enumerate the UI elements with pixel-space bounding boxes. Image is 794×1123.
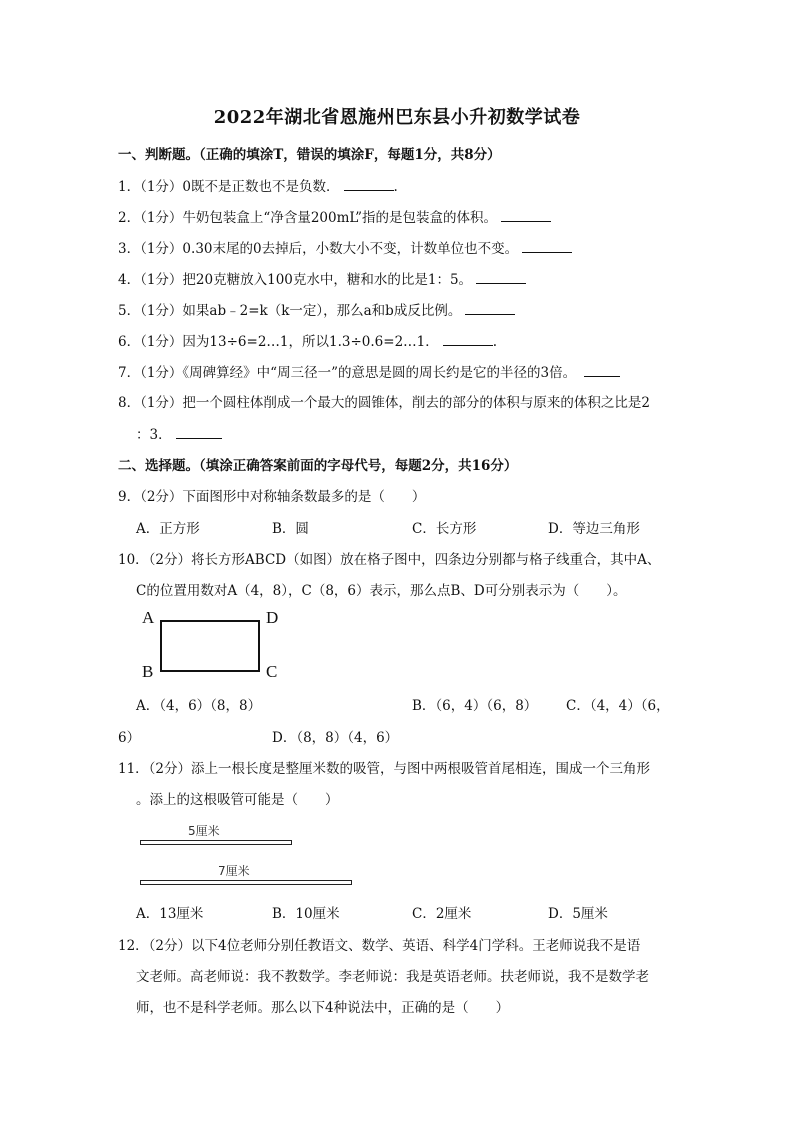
question-8-continued	[136, 424, 222, 445]
question-number: 7．	[118, 365, 141, 381]
straws-figure	[136, 820, 356, 892]
q10-option-c[interactable]: C．（4，4）（6，	[566, 698, 670, 714]
question-number: 2．	[118, 210, 141, 226]
straw-7cm	[140, 880, 352, 885]
question-2	[118, 207, 551, 228]
corner-label-c: C	[266, 662, 278, 681]
question-4	[118, 269, 526, 290]
answer-blank[interactable]	[584, 362, 620, 377]
q10-option-b[interactable]: B．（6，4）（6，8）	[412, 698, 538, 714]
q10-option-a[interactable]: A．（4，6）（8，8）	[136, 698, 262, 714]
question-7	[118, 362, 620, 383]
question-9: 9．（2分）下面图形中对称轴条数最多的是（ ）	[118, 489, 426, 505]
question-10-line2: C的位置用数对A（4，8），C（8，6）表示，那么点B、D可分别表示为（ ）。	[136, 583, 627, 599]
answer-blank[interactable]	[522, 238, 572, 253]
question-10-line1: 10．（2分）将长方形ABCD（如图）放在格子图中，四条边分别都与格子线重合，其中A、	[118, 552, 661, 568]
question-5	[118, 300, 515, 321]
question-text: ：3．	[136, 427, 172, 443]
q9-option-b[interactable]: B．圆	[272, 521, 309, 537]
answer-blank[interactable]	[465, 300, 515, 315]
answer-blank[interactable]	[443, 331, 493, 346]
q11-option-b[interactable]: B．10厘米	[272, 906, 340, 922]
corner-label-a: A	[142, 608, 155, 627]
q9-option-d[interactable]: D．等边三角形	[548, 521, 640, 537]
straw-label-7cm: 7厘米	[218, 864, 250, 878]
question-number: 3．	[118, 241, 141, 257]
question-number: 5．	[118, 303, 141, 319]
q11-option-a[interactable]: A．13厘米	[136, 906, 204, 922]
q10-option-c-continued: 6）	[118, 730, 141, 746]
q11-option-c[interactable]: C．2厘米	[412, 906, 472, 922]
question-text: （1分）如果ab﹣2=k（k一定），那么a和b成反比例。	[140, 303, 462, 319]
straw-label-5cm: 5厘米	[188, 824, 220, 838]
rectangle-shape	[160, 620, 260, 672]
question-text: （1分）0既不是正数也不是负数．	[140, 179, 340, 195]
corner-label-d: D	[266, 608, 279, 627]
question-12-line3: 师，也不是科学老师。那么以下4种说法中，正确的是（ ）	[136, 1000, 510, 1016]
section1-heading: 一、判断题。（正确的填涂T，错误的填涂F，每题1分，共8分）	[118, 147, 501, 163]
question-3	[118, 238, 572, 259]
answer-blank[interactable]	[476, 269, 526, 284]
question-text: （1分）把一个圆柱体削成一个最大的圆锥体，削去的部分的体积与原来的体积之比是2	[140, 395, 651, 411]
question-number: 1．	[118, 179, 141, 195]
q9-option-a[interactable]: A．正方形	[136, 521, 200, 537]
answer-blank[interactable]	[501, 207, 551, 222]
q10-option-d[interactable]: D．（8，8）（4，6）	[272, 730, 399, 746]
question-1: 1．（1分）0既不是正数也不是负数． .	[118, 176, 398, 197]
question-number: 6．	[118, 334, 141, 350]
question-number: 4．	[118, 272, 141, 288]
section2-heading: 二、选择题。（填涂正确答案前面的字母代号，每题2分，共16分）	[118, 458, 518, 474]
question-text: （1分）因为13÷6=2…1，所以1.3÷0.6=2…1．	[140, 334, 439, 350]
question-text: （1分）《周碑算经》中“周三径一”的意思是圆的周长约是它的半径的3倍。	[140, 365, 577, 381]
question-text: （1分）0.30末尾的0去掉后，小数大小不变，计数单位也不变。	[140, 241, 519, 257]
straw-5cm	[140, 840, 292, 845]
question-12-line2: 文老师。高老师说：我不教数学。李老师说：我是英语老师。扶老师说，我不是数学老	[136, 969, 649, 985]
answer-blank[interactable]	[176, 424, 222, 439]
question-11-line2: 。添上的这根吸管可能是（ ）	[136, 792, 339, 808]
question-number: 8．	[118, 395, 141, 411]
question-12-line1: 12．（2分）以下4位老师分别任教语文、数学、英语、科学4门学科。王老师说我不是语	[118, 938, 641, 954]
question-11-line1: 11．（2分）添上一根长度是整厘米数的吸管，与图中两根吸管首尾相连，围成一个三角形	[118, 761, 651, 777]
question-text: （1分）把20克糖放入100克水中，糖和水的比是1：5。	[140, 272, 473, 288]
answer-blank[interactable]	[344, 176, 394, 191]
corner-label-b: B	[142, 662, 154, 681]
q11-option-d[interactable]: D．5厘米	[548, 906, 608, 922]
question-text: （1分）牛奶包装盒上“净含量200mL”指的是包装盒的体积。	[140, 210, 498, 226]
q9-option-c[interactable]: C．长方形	[412, 521, 477, 537]
question-8	[118, 393, 650, 413]
page-title: 2022年湖北省恩施州巴东县小升初数学试卷	[213, 107, 581, 128]
rectangle-abcd-figure	[138, 606, 286, 686]
question-6: 6．（1分）因为13÷6=2…1，所以1.3÷0.6=2…1． .	[118, 331, 497, 352]
